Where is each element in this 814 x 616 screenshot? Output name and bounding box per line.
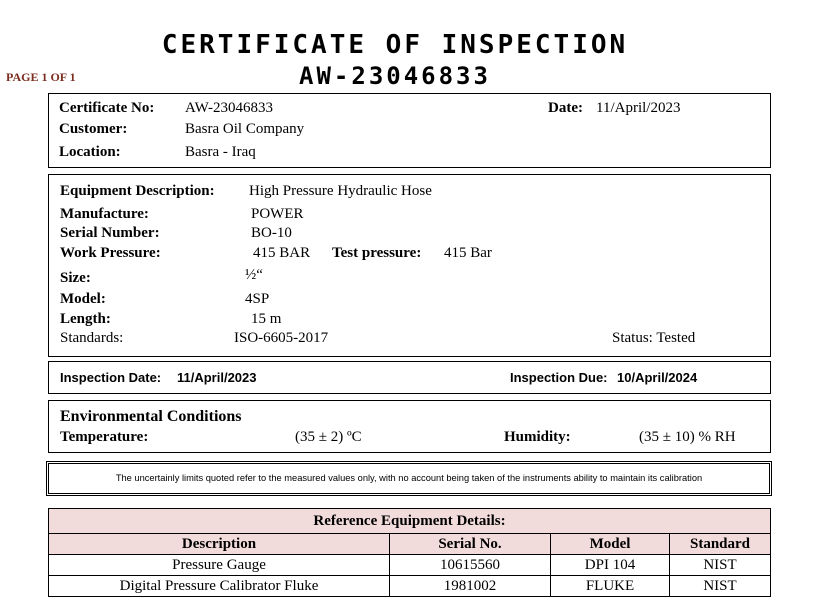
cert-no-label: Certificate No: bbox=[59, 100, 155, 116]
inspection-date-value: 11/April/2023 bbox=[177, 370, 257, 385]
customer-section bbox=[48, 93, 771, 168]
size-label: Size: bbox=[60, 270, 91, 286]
size-value: ½“ bbox=[245, 267, 263, 283]
reference-equipment-table bbox=[48, 508, 771, 597]
cell-model: DPI 104 bbox=[551, 555, 670, 576]
equipment-description-label: Equipment Description: bbox=[60, 183, 215, 199]
cell-standard: NIST bbox=[670, 576, 771, 597]
inspection-dates-section bbox=[48, 361, 771, 394]
cell-description: Pressure Gauge bbox=[49, 555, 390, 576]
equipment-description-value: High Pressure Hydraulic Hose bbox=[249, 183, 432, 199]
cell-model: FLUKE bbox=[551, 576, 670, 597]
column-header-serial: Serial No. bbox=[390, 534, 551, 555]
humidity-label: Humidity: bbox=[504, 429, 571, 445]
model-label: Model: bbox=[60, 291, 106, 307]
test-pressure-label: Test pressure: bbox=[332, 245, 422, 261]
work-pressure-value: 415 BAR bbox=[253, 245, 311, 261]
uncertainty-note: The uncertainly limits quoted refer to the measured values only, with no account being taken of the instruments ability to maintain its calibration bbox=[46, 461, 772, 496]
standards-label: Standards: bbox=[60, 330, 124, 346]
table-row bbox=[49, 576, 771, 597]
column-header-standard: Standard bbox=[670, 534, 771, 555]
column-header-description: Description bbox=[49, 534, 390, 555]
date-value: 11/April/2023 bbox=[596, 100, 681, 116]
work-pressure-label: Work Pressure: bbox=[60, 245, 161, 261]
serial-number-label: Serial Number: bbox=[60, 225, 160, 241]
standards-value: ISO-6605-2017 bbox=[234, 330, 329, 346]
inspection-due-label: Inspection Due: bbox=[510, 370, 608, 385]
temperature-label: Temperature: bbox=[60, 429, 149, 445]
humidity-value: (35 ± 10) % RH bbox=[639, 429, 736, 445]
page-indicator: PAGE 1 OF 1 bbox=[6, 70, 76, 84]
environment-heading: Environmental Conditions bbox=[60, 408, 242, 425]
status-value: Status: Tested bbox=[612, 330, 696, 346]
length-label: Length: bbox=[60, 311, 111, 327]
length-value: 15 m bbox=[251, 311, 282, 327]
date-label: Date: bbox=[548, 100, 583, 116]
test-pressure-value: 415 Bar bbox=[444, 245, 492, 261]
cell-serial: 1981002 bbox=[390, 576, 551, 597]
model-value: 4SP bbox=[245, 291, 270, 307]
document-title: CERTIFICATE OF INSPECTION bbox=[161, 30, 629, 60]
serial-number-value: BO-10 bbox=[251, 225, 292, 241]
customer-value: Basra Oil Company bbox=[185, 121, 305, 137]
environment-section bbox=[48, 400, 771, 453]
reference-heading: Reference Equipment Details: bbox=[49, 509, 771, 534]
equipment-section bbox=[48, 174, 771, 357]
inspection-date-label: Inspection Date: bbox=[60, 370, 162, 385]
cell-description: Digital Pressure Calibrator Fluke bbox=[49, 576, 390, 597]
cell-serial: 10615560 bbox=[390, 555, 551, 576]
location-label: Location: bbox=[59, 144, 121, 160]
table-row bbox=[49, 555, 771, 576]
manufacture-label: Manufacture: bbox=[60, 206, 149, 222]
inspection-due-value: 10/April/2024 bbox=[617, 370, 698, 385]
manufacture-value: POWER bbox=[251, 206, 304, 222]
location-value: Basra - Iraq bbox=[185, 144, 256, 160]
customer-label: Customer: bbox=[59, 121, 128, 137]
temperature-value: (35 ± 2) ºC bbox=[295, 429, 362, 445]
certificate-reference: AW-23046833 bbox=[299, 62, 491, 90]
column-header-model: Model bbox=[551, 534, 670, 555]
cell-standard: NIST bbox=[670, 555, 771, 576]
cert-no-value: AW-23046833 bbox=[185, 100, 273, 116]
